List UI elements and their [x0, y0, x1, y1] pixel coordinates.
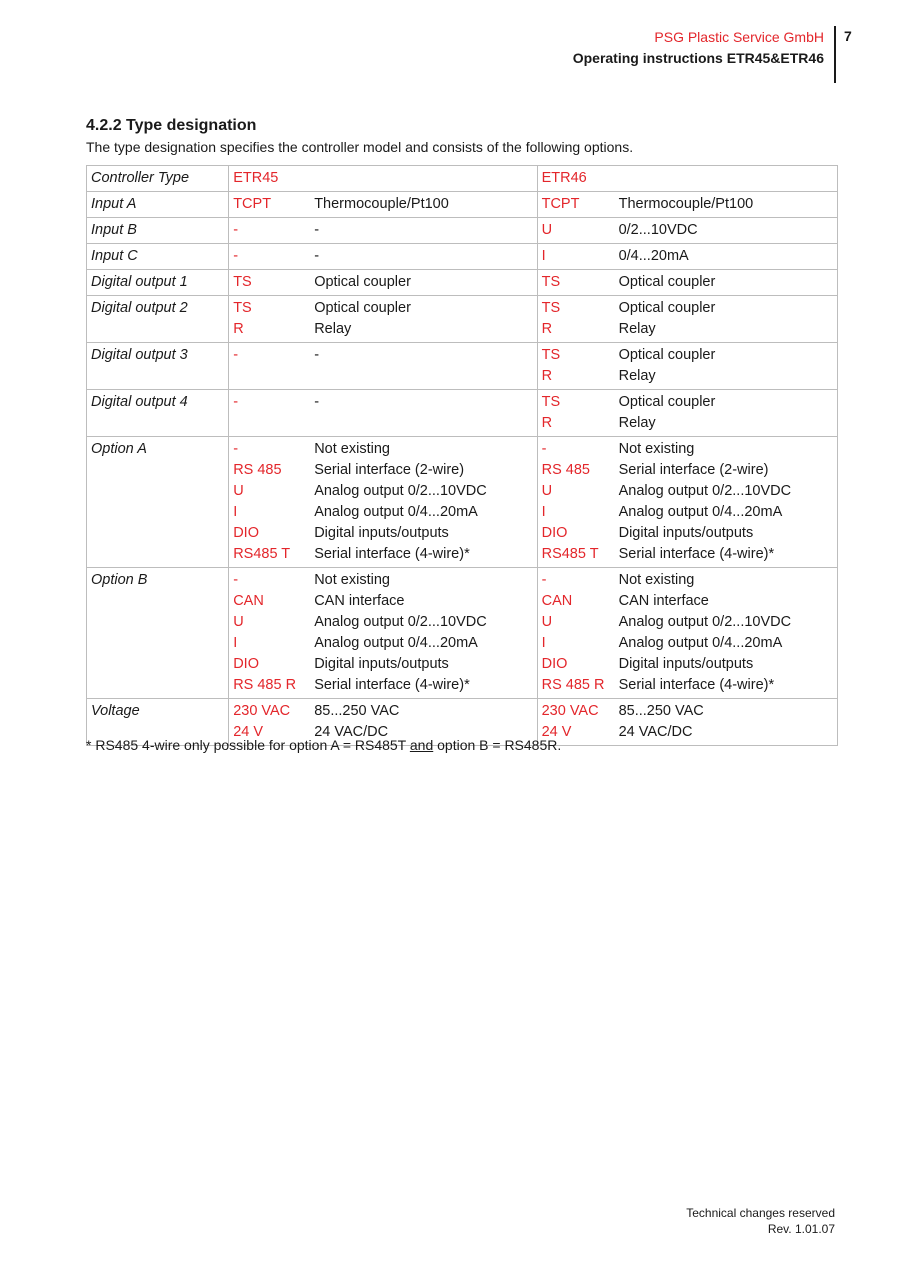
option-line	[542, 654, 837, 675]
option-code: TS	[541, 274, 561, 290]
option-description: Not existing	[314, 441, 390, 457]
option-line	[233, 612, 536, 633]
option-description: 85...250 VAC	[618, 703, 704, 719]
option-code: -	[233, 248, 239, 264]
option-code: 230 VAC	[233, 703, 291, 719]
option-line	[542, 413, 837, 434]
row-label: Controller Type	[87, 166, 229, 192]
revision: Rev. 1.01.07	[767, 1222, 835, 1236]
row-label: Input C	[87, 244, 229, 270]
option-line	[233, 439, 536, 460]
option-description: -	[314, 222, 320, 238]
page-number: 7	[844, 28, 852, 44]
option-description: 24 VAC/DC	[314, 724, 389, 740]
etr45-cell	[229, 270, 537, 296]
option-description: Relay	[618, 321, 656, 337]
option-line	[233, 246, 536, 267]
option-line	[542, 246, 837, 267]
option-code: TS	[233, 274, 252, 290]
option-description: Serial interface (4-wire)*	[618, 677, 775, 693]
option-line	[233, 633, 536, 654]
document-title: Operating instructions ETR45&ETR46	[572, 50, 824, 66]
option-description: Analog output 0/4...20mA	[618, 504, 783, 520]
option-line	[542, 366, 837, 387]
option-line	[542, 633, 837, 654]
etr46-cell	[537, 270, 837, 296]
etr46-cell	[537, 296, 837, 343]
footnote	[86, 737, 561, 753]
option-description: 0/2...10VDC	[618, 222, 698, 238]
option-line	[542, 345, 837, 366]
option-code: DIO	[233, 656, 259, 672]
option-code: -	[541, 441, 547, 457]
option-description: Optical coupler	[618, 347, 716, 363]
option-line	[233, 272, 536, 293]
option-description: Relay	[618, 368, 656, 384]
option-description: Thermocouple/Pt100	[618, 196, 754, 212]
option-line	[542, 502, 837, 523]
option-line	[542, 460, 837, 481]
option-line	[233, 298, 536, 319]
etr46-cell	[537, 343, 837, 390]
etr45-header: ETR45	[229, 166, 537, 192]
option-code: U	[541, 222, 553, 238]
etr45-cell	[229, 244, 537, 270]
etr45-cell	[229, 296, 537, 343]
option-code: TS	[541, 300, 561, 316]
option-description: Analog output 0/2...10VDC	[314, 614, 487, 630]
option-line	[542, 591, 837, 612]
header-divider	[834, 26, 836, 83]
option-line	[542, 481, 837, 502]
option-description: Optical coupler	[618, 300, 716, 316]
type-designation-table	[86, 165, 838, 746]
option-code: RS 485	[541, 462, 590, 478]
option-description: Not existing	[314, 572, 390, 588]
option-code: -	[541, 572, 547, 588]
option-code: RS 485 R	[233, 677, 297, 693]
company-name: PSG Plastic Service GmbH	[654, 29, 824, 45]
option-code: -	[233, 347, 239, 363]
row-label: Option B	[87, 568, 229, 699]
option-line	[542, 544, 837, 565]
option-code: -	[233, 572, 239, 588]
etr45-cell	[229, 218, 537, 244]
option-line	[542, 194, 837, 215]
etr46-header: ETR46	[537, 166, 837, 192]
etr45-cell	[229, 568, 537, 699]
option-code: R	[541, 415, 553, 431]
option-description: Optical coupler	[314, 274, 411, 290]
option-line	[233, 701, 536, 722]
option-line	[233, 570, 536, 591]
option-line	[542, 319, 837, 340]
option-line	[233, 319, 536, 340]
option-description: CAN interface	[618, 593, 709, 609]
footnote-underlined: and	[409, 737, 434, 753]
option-code: TS	[233, 300, 252, 316]
option-description: Serial interface (2-wire)	[314, 462, 465, 478]
option-code: TS	[541, 347, 561, 363]
etr46-cell	[537, 192, 837, 218]
option-description: Digital inputs/outputs	[314, 525, 449, 541]
etr45-cell	[229, 390, 537, 437]
option-line	[542, 701, 837, 722]
option-description: Serial interface (2-wire)	[618, 462, 769, 478]
option-line	[233, 481, 536, 502]
option-code: I	[541, 504, 546, 520]
row-label: Voltage	[87, 699, 229, 746]
etr46-cell	[537, 568, 837, 699]
option-description: Digital inputs/outputs	[618, 656, 754, 672]
option-code: R	[233, 321, 244, 337]
section-intro: The type designation specifies the controller model and consists of the following options.	[86, 139, 634, 155]
option-description: Serial interface (4-wire)*	[314, 546, 470, 562]
option-code: I	[233, 635, 238, 651]
row-label: Digital output 4	[87, 390, 229, 437]
option-description: Relay	[314, 321, 352, 337]
option-line	[233, 544, 536, 565]
option-code: -	[233, 222, 239, 238]
etr45-cell	[229, 437, 537, 568]
option-code: 230 VAC	[541, 703, 599, 719]
option-code: I	[541, 635, 546, 651]
table-row	[87, 244, 838, 270]
option-line	[542, 570, 837, 591]
option-code: R	[541, 321, 553, 337]
option-line	[542, 612, 837, 633]
option-line	[233, 523, 536, 544]
option-code: TCPT	[233, 196, 272, 212]
option-code: TCPT	[541, 196, 580, 212]
option-line	[542, 675, 837, 696]
row-label: Input B	[87, 218, 229, 244]
option-description: Serial interface (4-wire)*	[314, 677, 470, 693]
option-code: TS	[541, 394, 561, 410]
option-code: RS 485 R	[541, 677, 605, 693]
option-code: 24 V	[541, 724, 572, 740]
option-description: Analog output 0/4...20mA	[314, 504, 478, 520]
option-line	[542, 722, 837, 743]
option-code: U	[541, 614, 553, 630]
option-line	[542, 523, 837, 544]
option-line	[542, 439, 837, 460]
option-description: Thermocouple/Pt100	[314, 196, 449, 212]
table-header-row	[87, 166, 838, 192]
option-line	[233, 220, 536, 241]
option-description: Serial interface (4-wire)*	[618, 546, 775, 562]
option-description: Optical coupler	[314, 300, 411, 316]
option-description: Not existing	[618, 441, 695, 457]
option-code: U	[233, 483, 244, 499]
option-description: Optical coupler	[618, 394, 716, 410]
footer-note: Technical changes reserved	[686, 1206, 835, 1220]
option-code: CAN	[233, 593, 264, 609]
footnote-text: * RS485 4-wire only possible for option A = RS485T	[86, 737, 410, 753]
option-code: I	[233, 504, 238, 520]
etr46-cell	[537, 699, 837, 746]
option-description: 24 VAC/DC	[618, 724, 693, 740]
row-label: Digital output 2	[87, 296, 229, 343]
option-description: -	[314, 394, 320, 410]
option-code: R	[541, 368, 553, 384]
option-line	[233, 502, 536, 523]
footnote-text-end: option B = RS485R.	[433, 737, 562, 753]
option-description: Digital inputs/outputs	[618, 525, 754, 541]
option-code: DIO	[541, 656, 568, 672]
table-row	[87, 218, 838, 244]
option-line	[233, 591, 536, 612]
etr45-cell	[229, 343, 537, 390]
option-line	[542, 220, 837, 241]
etr46-cell	[537, 244, 837, 270]
option-description: Analog output 0/4...20mA	[618, 635, 783, 651]
table-row	[87, 296, 838, 343]
option-code: U	[233, 614, 244, 630]
table-row	[87, 192, 838, 218]
page-footer	[686, 1205, 835, 1237]
row-label: Digital output 1	[87, 270, 229, 296]
option-description: Analog output 0/2...10VDC	[618, 483, 792, 499]
option-description: CAN interface	[314, 593, 405, 609]
option-line	[233, 460, 536, 481]
option-description: Analog output 0/4...20mA	[314, 635, 478, 651]
option-code: RS 485	[233, 462, 282, 478]
table-row	[87, 343, 838, 390]
etr45-cell	[229, 192, 537, 218]
option-code: RS485 T	[233, 546, 291, 562]
table-row	[87, 437, 838, 568]
etr46-cell	[537, 390, 837, 437]
option-line	[233, 194, 536, 215]
option-code: CAN	[541, 593, 573, 609]
option-description: -	[314, 347, 320, 363]
section-title: 4.2.2 Type designation	[86, 117, 257, 134]
page-header	[573, 27, 824, 69]
option-description: Analog output 0/2...10VDC	[618, 614, 792, 630]
option-code: U	[541, 483, 553, 499]
table-row	[87, 568, 838, 699]
option-code: DIO	[233, 525, 259, 541]
option-description: Optical coupler	[618, 274, 716, 290]
option-line	[233, 654, 536, 675]
table-body	[87, 166, 838, 746]
option-line	[233, 345, 536, 366]
option-code: RS485 T	[541, 546, 599, 562]
option-code: I	[541, 248, 546, 264]
option-description: Analog output 0/2...10VDC	[314, 483, 487, 499]
table-row	[87, 270, 838, 296]
option-description: 85...250 VAC	[314, 703, 400, 719]
option-line	[542, 392, 837, 413]
row-label: Option A	[87, 437, 229, 568]
option-description: Not existing	[618, 572, 695, 588]
option-description: Relay	[618, 415, 656, 431]
row-label: Input A	[87, 192, 229, 218]
option-description: -	[314, 248, 320, 264]
option-code: -	[233, 394, 239, 410]
option-line	[233, 675, 536, 696]
option-line	[542, 272, 837, 293]
option-code: DIO	[541, 525, 568, 541]
option-description: Digital inputs/outputs	[314, 656, 449, 672]
table-row	[87, 390, 838, 437]
etr46-cell	[537, 218, 837, 244]
option-code: 24 V	[233, 724, 264, 740]
row-label: Digital output 3	[87, 343, 229, 390]
option-description: 0/4...20mA	[618, 248, 689, 264]
option-code: -	[233, 441, 239, 457]
option-line	[233, 392, 536, 413]
etr46-cell	[537, 437, 837, 568]
option-line	[542, 298, 837, 319]
